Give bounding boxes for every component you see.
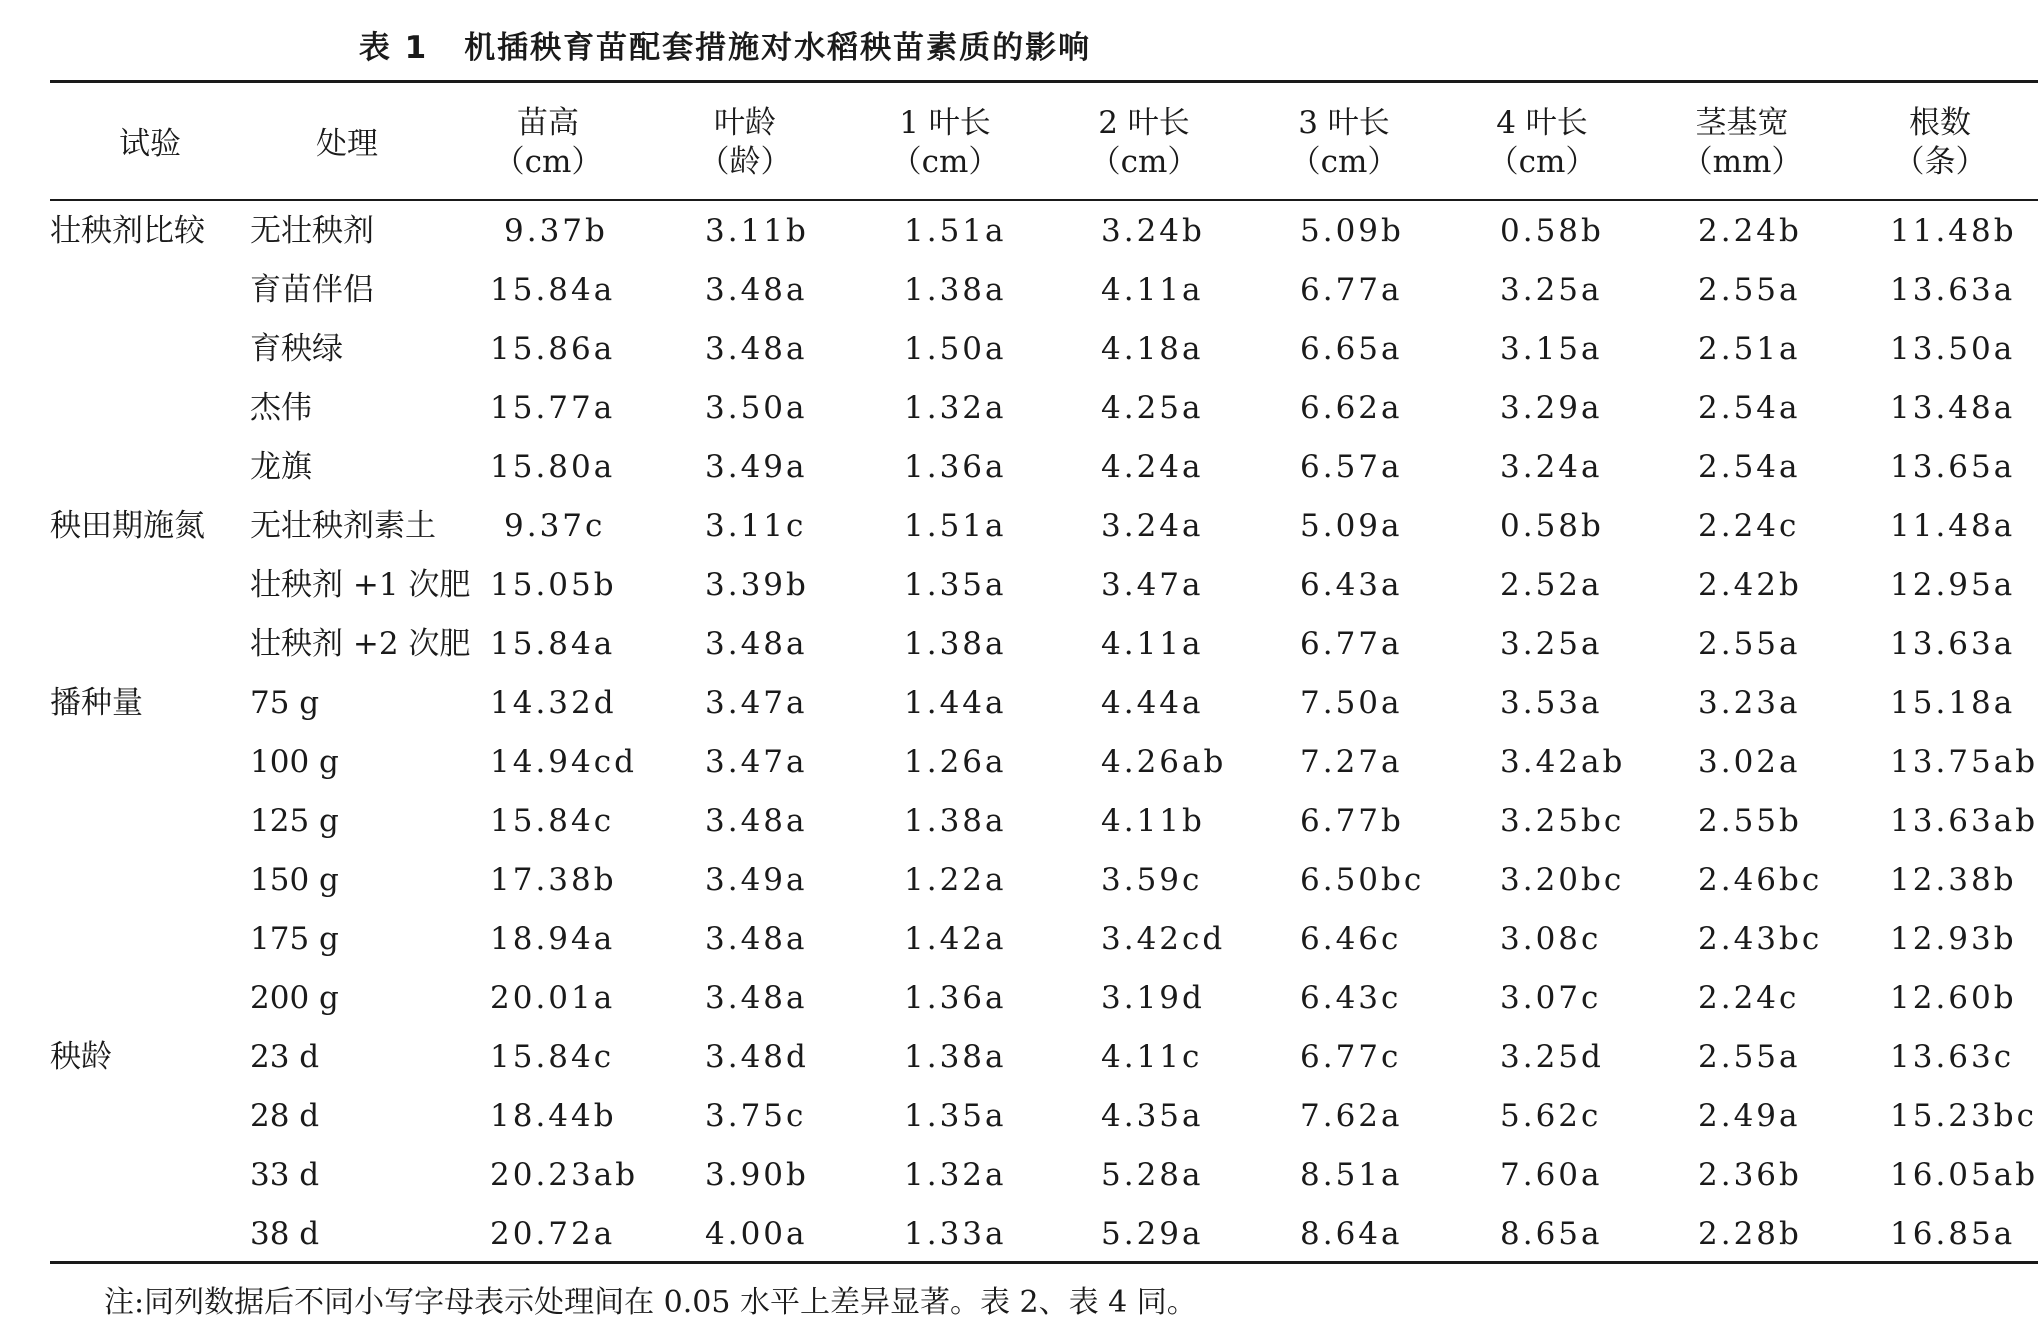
value-cell: 1.51a xyxy=(904,213,1007,249)
column-header-name: 叶龄 xyxy=(714,105,776,141)
value-cell: 0.58b xyxy=(1500,508,1604,544)
value-cell: 2.55a xyxy=(1698,272,1801,308)
table-caption xyxy=(0,22,1450,67)
column-header xyxy=(1488,104,1597,182)
value-cell: 3.25a xyxy=(1500,626,1603,662)
value-cell: 15.84c xyxy=(490,803,615,839)
column-header xyxy=(1894,104,1987,182)
value-cell: 4.11c xyxy=(1101,1039,1203,1075)
value-cell: 13.63a xyxy=(1890,272,2016,308)
value-cell: 2.28b xyxy=(1698,1216,1802,1252)
value-cell: 2.51a xyxy=(1698,331,1801,367)
value-cell: 1.38a xyxy=(904,272,1007,308)
value-cell: 2.54a xyxy=(1698,390,1801,426)
value-cell: 15.18a xyxy=(1890,685,2016,721)
value-cell: 3.47a xyxy=(705,685,808,721)
value-cell: 6.57a xyxy=(1300,449,1403,485)
column-header-unit: （龄） xyxy=(698,144,792,180)
value-cell: 4.25a xyxy=(1101,390,1204,426)
column-header xyxy=(119,124,181,164)
value-cell: 4.18a xyxy=(1101,331,1204,367)
value-cell: 2.49a xyxy=(1698,1098,1801,1134)
value-cell: 3.23a xyxy=(1698,685,1801,721)
table-note: 注:同列数据后不同小写字母表示处理间在 0.05 水平上差异显著。表 2、表 4 同。 xyxy=(104,1285,1197,1320)
value-cell: 13.75ab xyxy=(1890,744,2038,780)
value-cell: 3.24b xyxy=(1101,213,1205,249)
value-cell: 3.49a xyxy=(705,862,808,898)
value-cell: 3.42ab xyxy=(1500,744,1626,780)
column-header-unit: （mm） xyxy=(1681,144,1803,180)
value-cell: 3.48a xyxy=(705,331,808,367)
treatment-cell: 育秧绿 xyxy=(250,331,343,367)
column-header xyxy=(699,104,792,182)
value-cell: 3.47a xyxy=(705,744,808,780)
value-cell: 1.26a xyxy=(904,744,1007,780)
value-cell: 3.48a xyxy=(705,272,808,308)
header-rule xyxy=(50,199,2038,201)
value-cell: 20.72a xyxy=(490,1216,616,1252)
value-cell: 2.52a xyxy=(1500,567,1603,603)
value-cell: 8.64a xyxy=(1300,1216,1403,1252)
value-cell: 2.54a xyxy=(1698,449,1801,485)
treatment-cell: 无壮秧剂 xyxy=(250,213,374,249)
value-cell: 2.42b xyxy=(1698,567,1802,603)
value-cell: 12.38b xyxy=(1890,862,2017,898)
treatment-cell: 壮秧剂 +1 次肥 xyxy=(250,567,471,603)
value-cell: 3.08c xyxy=(1500,921,1602,957)
value-cell: 15.84c xyxy=(490,1039,615,1075)
column-header-unit: （cm） xyxy=(1089,144,1199,180)
trial-cell: 壮秧剂比较 xyxy=(50,213,205,249)
value-cell: 6.77c xyxy=(1300,1039,1402,1075)
value-cell: 3.49a xyxy=(705,449,808,485)
value-cell: 3.02a xyxy=(1698,744,1801,780)
value-cell: 1.42a xyxy=(904,921,1007,957)
value-cell: 11.48a xyxy=(1890,508,2016,544)
value-cell: 12.95a xyxy=(1890,567,2016,603)
value-cell: 4.11a xyxy=(1101,626,1204,662)
value-cell: 4.44a xyxy=(1101,685,1204,721)
column-header-name: 茎基宽 xyxy=(1695,105,1789,141)
treatment-cell: 150 g xyxy=(250,862,339,898)
treatment-cell: 125 g xyxy=(250,803,339,839)
value-cell: 15.23bc xyxy=(1890,1098,2037,1134)
value-cell: 5.09a xyxy=(1300,508,1403,544)
column-header xyxy=(316,124,378,164)
column-header-unit: （cm） xyxy=(1289,144,1399,180)
value-cell: 2.24b xyxy=(1698,213,1802,249)
value-cell: 3.07c xyxy=(1500,980,1602,1016)
value-cell: 2.43bc xyxy=(1698,921,1823,957)
value-cell: 1.50a xyxy=(904,331,1007,367)
trial-cell: 秧田期施氮 xyxy=(50,508,205,544)
value-cell: 6.43c xyxy=(1300,980,1402,1016)
value-cell: 13.50a xyxy=(1890,331,2016,367)
value-cell: 13.65a xyxy=(1890,449,2016,485)
value-cell: 3.90b xyxy=(705,1157,809,1193)
value-cell: 18.44b xyxy=(490,1098,617,1134)
value-cell: 7.27a xyxy=(1300,744,1403,780)
value-cell: 17.38b xyxy=(490,862,617,898)
value-cell: 15.84a xyxy=(490,272,616,308)
column-header-name: 1 叶长 xyxy=(899,105,991,141)
value-cell: 6.77b xyxy=(1300,803,1404,839)
value-cell: 4.11b xyxy=(1101,803,1205,839)
treatment-cell: 28 d xyxy=(250,1098,320,1134)
column-header-unit: （cm） xyxy=(890,144,1000,180)
value-cell: 15.84a xyxy=(490,626,616,662)
value-cell: 14.94cd xyxy=(490,744,637,780)
value-cell: 2.24c xyxy=(1698,508,1800,544)
value-cell: 13.63a xyxy=(1890,626,2016,662)
value-cell: 9.37b xyxy=(504,213,608,249)
treatment-cell: 杰伟 xyxy=(250,390,312,426)
value-cell: 6.62a xyxy=(1300,390,1403,426)
column-header xyxy=(494,104,603,182)
value-cell: 18.94a xyxy=(490,921,616,957)
treatment-cell: 100 g xyxy=(250,744,339,780)
column-header xyxy=(1290,104,1399,182)
treatment-cell: 壮秧剂 +2 次肥 xyxy=(250,626,471,662)
value-cell: 1.32a xyxy=(904,1157,1007,1193)
value-cell: 1.33a xyxy=(904,1216,1007,1252)
value-cell: 4.26ab xyxy=(1101,744,1227,780)
value-cell: 2.55a xyxy=(1698,1039,1801,1075)
value-cell: 3.48a xyxy=(705,921,808,957)
value-cell: 15.86a xyxy=(490,331,616,367)
value-cell: 13.63ab xyxy=(1890,803,2038,839)
value-cell: 14.32d xyxy=(490,685,617,721)
value-cell: 1.22a xyxy=(904,862,1007,898)
table-number: 表 1 xyxy=(358,30,429,66)
value-cell: 1.44a xyxy=(904,685,1007,721)
value-cell: 2.55a xyxy=(1698,626,1801,662)
treatment-cell: 75 g xyxy=(250,685,320,721)
value-cell: 6.65a xyxy=(1300,331,1403,367)
value-cell: 6.43a xyxy=(1300,567,1403,603)
value-cell: 4.11a xyxy=(1101,272,1204,308)
value-cell: 4.00a xyxy=(705,1216,808,1252)
value-cell: 6.50bc xyxy=(1300,862,1425,898)
column-header xyxy=(1682,104,1803,182)
value-cell: 3.24a xyxy=(1500,449,1603,485)
value-cell: 8.51a xyxy=(1300,1157,1403,1193)
column-header xyxy=(891,104,1000,182)
value-cell: 1.38a xyxy=(904,803,1007,839)
value-cell: 3.25d xyxy=(1500,1039,1604,1075)
value-cell: 3.11c xyxy=(705,508,807,544)
value-cell: 5.09b xyxy=(1300,213,1404,249)
value-cell: 13.48a xyxy=(1890,390,2016,426)
treatment-cell: 38 d xyxy=(250,1216,320,1252)
value-cell: 5.29a xyxy=(1101,1216,1204,1252)
column-header-unit: （条） xyxy=(1893,144,1987,180)
value-cell: 15.80a xyxy=(490,449,616,485)
treatment-cell: 育苗伴侣 xyxy=(250,272,374,308)
column-header-name: 处理 xyxy=(316,126,378,162)
value-cell: 4.24a xyxy=(1101,449,1204,485)
value-cell: 20.23ab xyxy=(490,1157,639,1193)
value-cell: 15.05b xyxy=(490,567,617,603)
column-header-name: 2 叶长 xyxy=(1098,105,1190,141)
trial-cell: 秧龄 xyxy=(50,1039,112,1075)
value-cell: 6.77a xyxy=(1300,626,1403,662)
value-cell: 2.46bc xyxy=(1698,862,1823,898)
column-header-name: 4 叶长 xyxy=(1496,105,1588,141)
value-cell: 7.60a xyxy=(1500,1157,1603,1193)
value-cell: 3.48a xyxy=(705,626,808,662)
column-header-unit: （cm） xyxy=(493,144,603,180)
value-cell: 3.39b xyxy=(705,567,809,603)
value-cell: 1.36a xyxy=(904,980,1007,1016)
value-cell: 12.60b xyxy=(1890,980,2017,1016)
bottom-rule xyxy=(50,1261,2038,1264)
value-cell: 3.75c xyxy=(705,1098,807,1134)
value-cell: 2.55b xyxy=(1698,803,1802,839)
value-cell: 16.05ab xyxy=(1890,1157,2038,1193)
value-cell: 7.50a xyxy=(1300,685,1403,721)
value-cell: 1.38a xyxy=(904,626,1007,662)
treatment-cell: 175 g xyxy=(250,921,339,957)
value-cell: 15.77a xyxy=(490,390,616,426)
value-cell: 3.42cd xyxy=(1101,921,1226,957)
value-cell: 8.65a xyxy=(1500,1216,1603,1252)
value-cell: 3.29a xyxy=(1500,390,1603,426)
value-cell: 7.62a xyxy=(1300,1098,1403,1134)
treatment-cell: 33 d xyxy=(250,1157,320,1193)
column-header-name: 苗高 xyxy=(516,105,579,141)
value-cell: 3.47a xyxy=(1101,567,1204,603)
value-cell: 1.38a xyxy=(904,1039,1007,1075)
value-cell: 3.48a xyxy=(705,980,808,1016)
value-cell: 1.35a xyxy=(904,1098,1007,1134)
value-cell: 3.11b xyxy=(705,213,809,249)
value-cell: 3.53a xyxy=(1500,685,1603,721)
treatment-cell: 龙旗 xyxy=(250,449,312,485)
value-cell: 6.77a xyxy=(1300,272,1403,308)
value-cell: 5.62c xyxy=(1500,1098,1602,1134)
value-cell: 3.48d xyxy=(705,1039,809,1075)
value-cell: 3.24a xyxy=(1101,508,1204,544)
column-header-name: 试验 xyxy=(119,126,181,162)
value-cell: 9.37c xyxy=(504,508,606,544)
value-cell: 3.25bc xyxy=(1500,803,1625,839)
value-cell: 3.15a xyxy=(1500,331,1603,367)
value-cell: 2.24c xyxy=(1698,980,1800,1016)
value-cell: 3.25a xyxy=(1500,272,1603,308)
treatment-cell: 23 d xyxy=(250,1039,320,1075)
value-cell: 4.35a xyxy=(1101,1098,1204,1134)
value-cell: 1.35a xyxy=(904,567,1007,603)
table-title: 机插秧育苗配套措施对水稻秧苗素质的影响 xyxy=(464,30,1092,66)
value-cell: 11.48b xyxy=(1890,213,2017,249)
column-header-name: 根数 xyxy=(1909,105,1971,141)
value-cell: 3.20bc xyxy=(1500,862,1625,898)
trial-cell: 播种量 xyxy=(50,685,143,721)
value-cell: 0.58b xyxy=(1500,213,1604,249)
value-cell: 3.48a xyxy=(705,803,808,839)
value-cell: 3.59c xyxy=(1101,862,1203,898)
value-cell: 16.85a xyxy=(1890,1216,2016,1252)
value-cell: 20.01a xyxy=(490,980,616,1016)
value-cell: 5.28a xyxy=(1101,1157,1204,1193)
value-cell: 12.93b xyxy=(1890,921,2017,957)
treatment-cell: 200 g xyxy=(250,980,339,1016)
column-header-name: 3 叶长 xyxy=(1298,105,1390,141)
value-cell: 1.36a xyxy=(904,449,1007,485)
value-cell: 1.51a xyxy=(904,508,1007,544)
value-cell: 2.36b xyxy=(1698,1157,1802,1193)
top-rule xyxy=(50,80,2038,83)
value-cell: 13.63c xyxy=(1890,1039,2015,1075)
value-cell: 1.32a xyxy=(904,390,1007,426)
treatment-cell: 无壮秧剂素土 xyxy=(250,508,436,544)
value-cell: 6.46c xyxy=(1300,921,1402,957)
value-cell: 3.50a xyxy=(705,390,808,426)
column-header xyxy=(1090,104,1199,182)
value-cell: 3.19d xyxy=(1101,980,1205,1016)
column-header-unit: （cm） xyxy=(1487,144,1597,180)
